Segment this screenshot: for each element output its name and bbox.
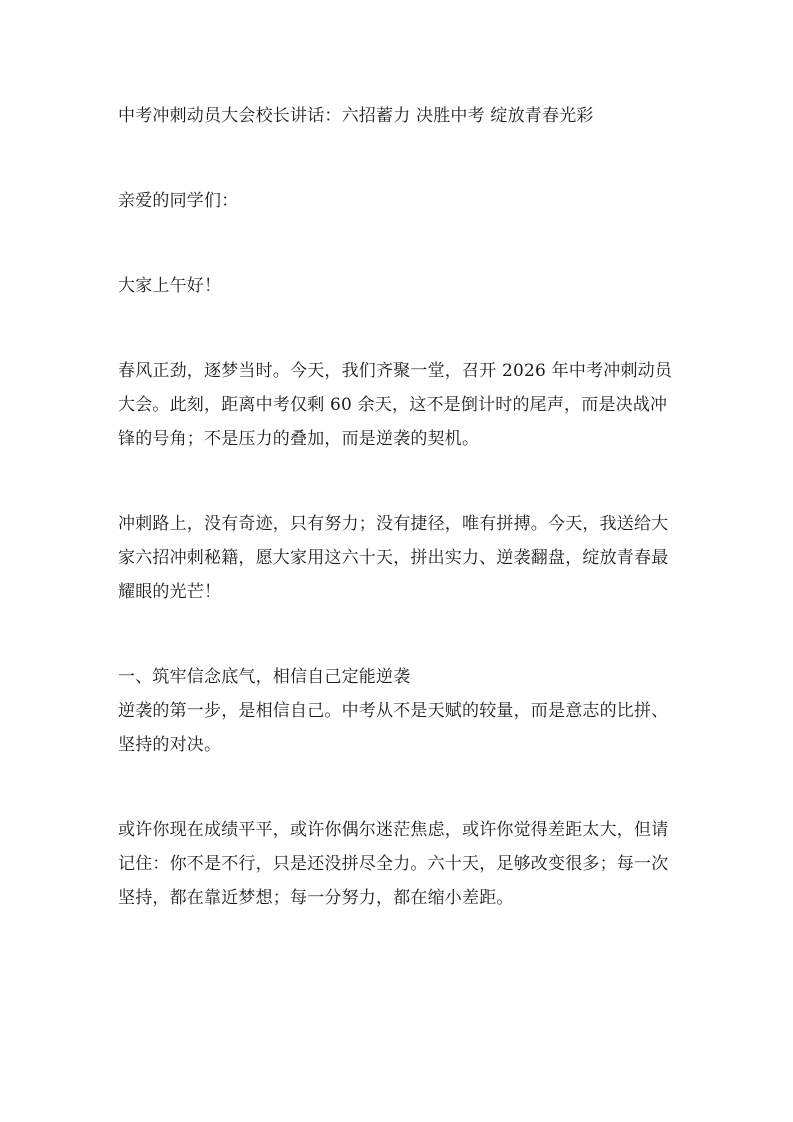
document-title: 中考冲刺动员大会校长讲话：六招蓄力 决胜中考 绽放青春光彩: [118, 106, 594, 126]
section-1-intro: 逆袭的第一步，是相信自己。中考从不是天赋的较量，而是意志的比拼、坚持的对决。: [118, 701, 669, 755]
paragraph-secrets-intro: 冲刺路上，没有奇迹，只有努力；没有捷径，唯有拼搏。今天，我送给大家六招冲刺秘籍，愿大家用这六十天，拼出实力、逆袭翻盘，绽放青春最耀眼的光芒！: [118, 514, 669, 602]
section-1-heading: 一、筑牢信念底气，相信自己定能逆袭: [118, 667, 411, 687]
salutation: 亲爱的同学们：: [118, 191, 239, 211]
paragraph-opening: 春风正劲，逐梦当时。今天，我们齐聚一堂，召开 2026 年中考冲刺动员大会。此刻，距离中考仅剩 60 余天，这不是倒计时的尾声，而是决战冲锋的号角；不是压力的叠加，而是逆袭的契机。: [118, 361, 673, 449]
section-1-body: 或许你现在成绩平平，或许你偶尔迷茫焦虑，或许你觉得差距太大，但请记住：你不是不行，只是还没拼尽全力。六十天，足够改变很多；每一次坚持，都在靠近梦想；每一分努力，都在缩小差距。: [118, 820, 669, 908]
greeting: 大家上午好！: [118, 276, 222, 296]
document-body: [118, 99, 678, 915]
